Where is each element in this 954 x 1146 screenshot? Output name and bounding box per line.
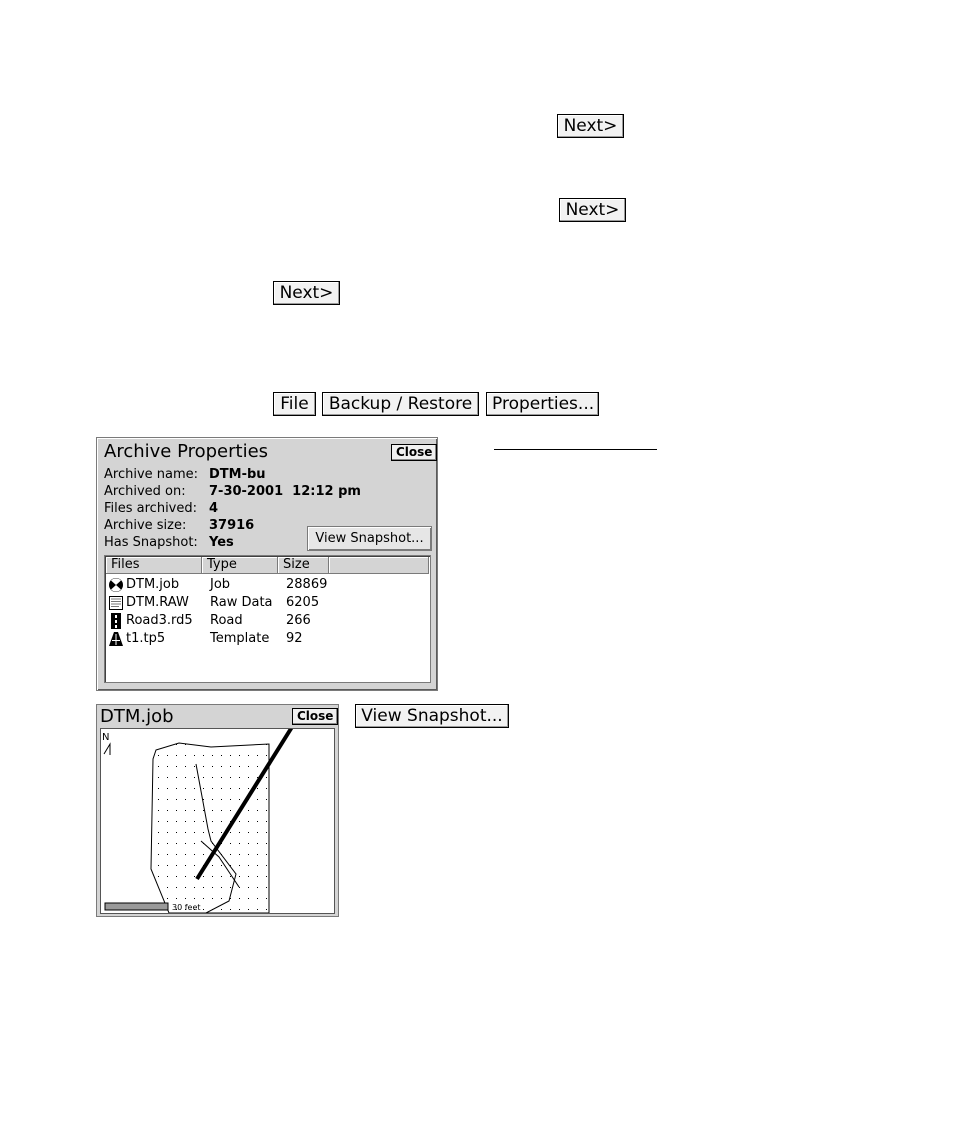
- next-button-2[interactable]: Next>: [559, 198, 626, 222]
- list-item[interactable]: Road3.rd5 Road 266: [107, 612, 427, 630]
- has-snapshot-row: Has Snapshot: Yes: [104, 535, 234, 550]
- snapshot-map[interactable]: [100, 728, 335, 914]
- file-button[interactable]: File: [273, 392, 316, 416]
- snapshot-map-drawing: [101, 729, 334, 913]
- view-snapshot-step-button[interactable]: View Snapshot...: [355, 704, 509, 728]
- properties-button[interactable]: Properties...: [486, 392, 599, 416]
- column-header-files[interactable]: Files: [106, 557, 202, 574]
- underline-rule: [494, 449, 657, 450]
- snapshot-title: DTM.job: [100, 706, 174, 727]
- north-label: N: [102, 732, 110, 743]
- next-button-1[interactable]: Next>: [557, 114, 624, 138]
- template-icon: [108, 631, 124, 647]
- archive-size-row: Archive size: 37916: [104, 518, 255, 533]
- scale-label: 30 feet: [172, 903, 201, 912]
- next-button-3[interactable]: Next>: [273, 281, 340, 305]
- column-header-blank: [329, 557, 429, 574]
- dialog-title: Archive Properties: [104, 441, 269, 462]
- files-list[interactable]: [104, 555, 431, 683]
- list-item[interactable]: DTM.RAW Raw Data 6205: [107, 594, 427, 612]
- archive-name-row: Archive name: DTM-bu: [104, 467, 266, 482]
- job-icon: [108, 577, 124, 593]
- files-archived-row: Files archived: 4: [104, 501, 219, 516]
- close-button[interactable]: Close: [391, 444, 437, 461]
- column-header-type[interactable]: Type: [202, 557, 278, 574]
- archived-on-row: Archived on: 7-30-2001 12:12 pm: [104, 484, 361, 499]
- archive-properties-dialog: [96, 437, 438, 691]
- snapshot-window: [96, 704, 339, 917]
- view-snapshot-button[interactable]: View Snapshot...: [307, 526, 432, 551]
- backup-restore-button[interactable]: Backup / Restore: [322, 392, 479, 416]
- raw-data-icon: [108, 595, 124, 611]
- snapshot-close-button[interactable]: Close: [292, 708, 338, 725]
- column-header-size[interactable]: Size: [278, 557, 329, 574]
- road-icon: [108, 613, 124, 629]
- list-item[interactable]: DTM.job Job 28869: [107, 576, 427, 594]
- list-item[interactable]: t1.tp5 Template 92: [107, 630, 427, 648]
